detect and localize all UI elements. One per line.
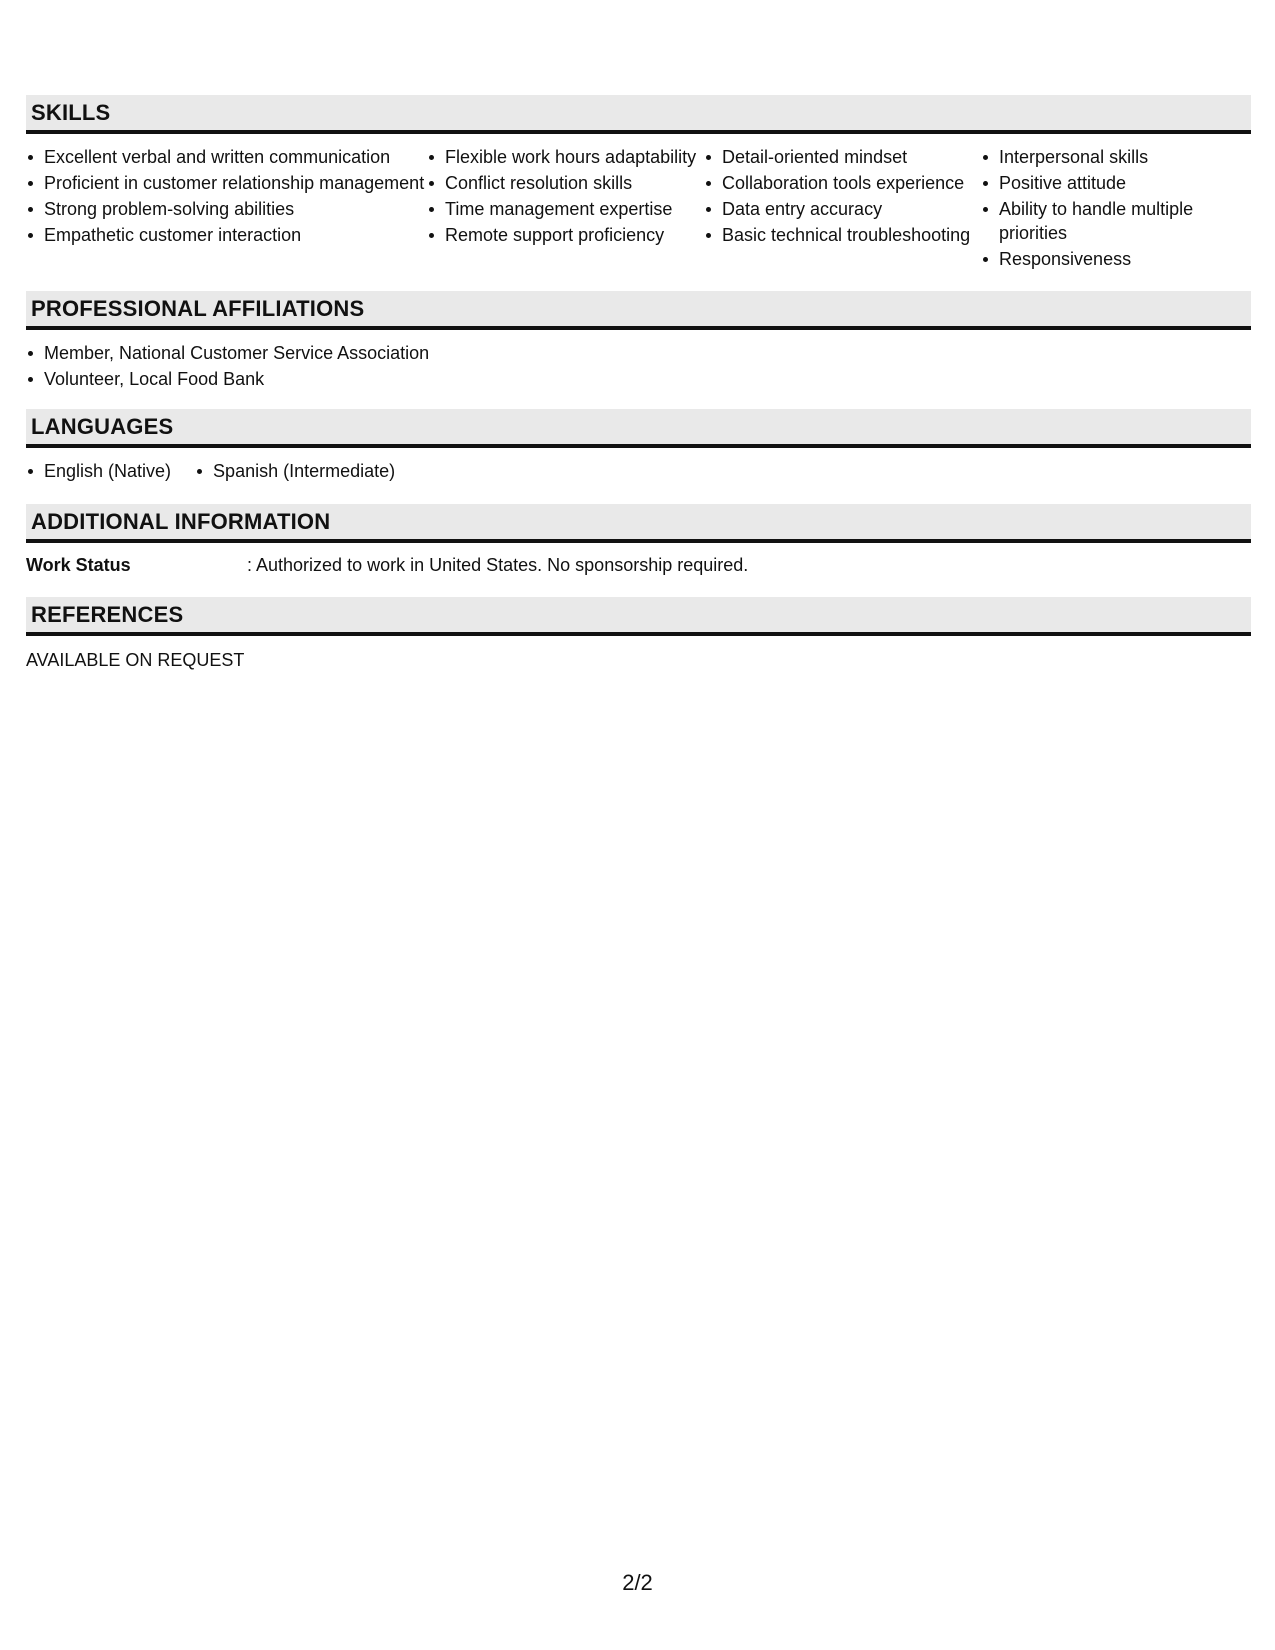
skill-item: Excellent verbal and written communication [26, 145, 427, 169]
skill-item: Conflict resolution skills [427, 171, 704, 195]
skill-item: Data entry accuracy [704, 197, 981, 221]
language-item: Spanish (Intermediate) [195, 459, 395, 483]
skills-column-1 [26, 145, 427, 273]
skills-heading: SKILLS [31, 99, 111, 125]
skills-grid [26, 134, 1251, 291]
skill-item: Strong problem-solving abilities [26, 197, 427, 221]
skill-item: Responsiveness [981, 247, 1251, 271]
work-status-label: Work Status [26, 555, 131, 575]
languages-list [26, 448, 1251, 504]
references-heading: REFERENCES [31, 601, 184, 627]
work-status-row [26, 543, 1251, 597]
references-text: AVAILABLE ON REQUEST [26, 650, 245, 670]
resume-page [26, 95, 1251, 672]
affiliations-list [26, 330, 1251, 409]
skill-item: Empathetic customer interaction [26, 223, 427, 247]
additional-info-heading: ADDITIONAL INFORMATION [31, 508, 331, 534]
skill-item: Interpersonal skills [981, 145, 1251, 169]
affiliations-section [26, 291, 1251, 409]
skill-item: Proficient in customer relationship management [26, 171, 427, 195]
additional-info-header [26, 504, 1251, 543]
skills-header [26, 95, 1251, 134]
skill-item: Remote support proficiency [427, 223, 704, 247]
page-number: 2/2 [622, 1570, 653, 1595]
affiliations-header [26, 291, 1251, 330]
languages-header [26, 409, 1251, 448]
languages-section [26, 409, 1251, 504]
skill-item: Basic technical troubleshooting [704, 223, 981, 247]
skills-column-2 [427, 145, 704, 273]
references-header [26, 597, 1251, 636]
work-status-value: : Authorized to work in United States. No sponsorship required. [247, 555, 749, 575]
skill-item: Collaboration tools experience [704, 171, 981, 195]
skill-item: Detail-oriented mindset [704, 145, 981, 169]
skill-item: Flexible work hours adaptability [427, 145, 704, 169]
language-item: English (Native) [26, 459, 171, 483]
skill-item: Ability to handle multiple priorities [981, 197, 1251, 245]
skill-item: Time management expertise [427, 197, 704, 221]
skills-section [26, 95, 1251, 291]
affiliations-heading: PROFESSIONAL AFFILIATIONS [31, 295, 365, 321]
skills-column-3 [704, 145, 981, 273]
skills-column-4 [981, 145, 1251, 273]
references-section [26, 597, 1251, 672]
affiliation-item: Volunteer, Local Food Bank [26, 367, 1251, 391]
skill-item: Positive attitude [981, 171, 1251, 195]
languages-heading: LANGUAGES [31, 413, 174, 439]
affiliation-item: Member, National Customer Service Association [26, 341, 1251, 365]
additional-info-section [26, 504, 1251, 597]
